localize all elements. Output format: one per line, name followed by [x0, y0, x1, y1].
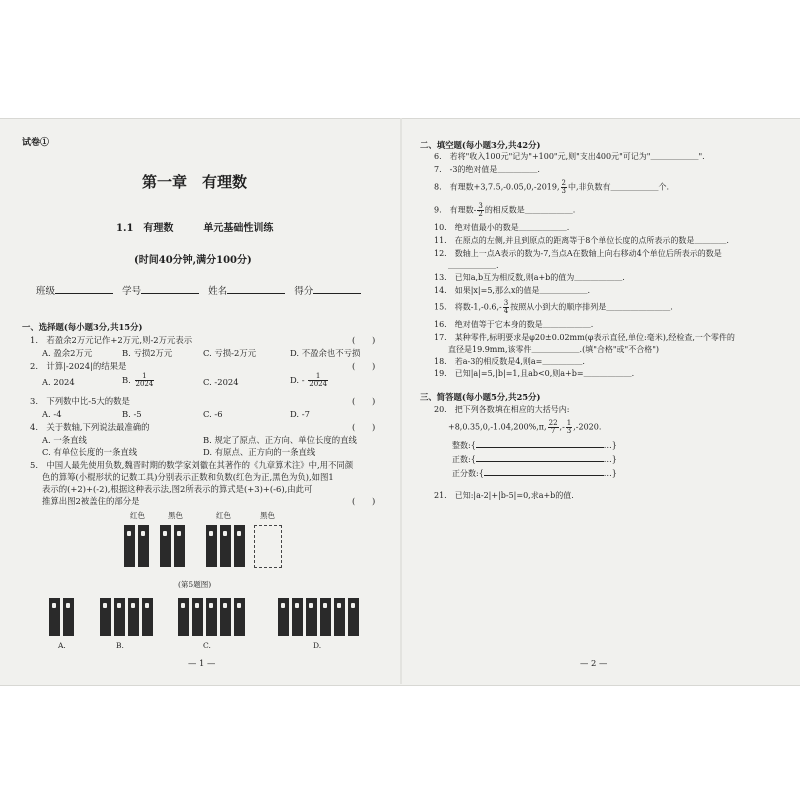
option-d-rod: [320, 598, 331, 636]
q10: 10. 绝对值最小的数是＿＿＿＿＿＿.: [434, 223, 570, 232]
page-number-2: — 2 —: [580, 658, 608, 668]
q8-suffix: 中,非负数有＿＿＿＿＿＿个.: [568, 182, 670, 192]
q4-stem: 4. 关于数轴,下列说法最准确的: [30, 422, 150, 432]
q20-f2-denominator: 3: [566, 427, 572, 435]
q2-d-denominator: 2024: [309, 380, 328, 388]
chapter-title: 第一章 有理数: [142, 173, 248, 191]
q15-fraction: [503, 300, 509, 315]
section2-heading: 二、填空题(每小题3分,共42分): [420, 140, 541, 150]
q8: [434, 180, 669, 195]
option-d-rod: [278, 598, 289, 636]
fig2-rod: [234, 525, 245, 567]
set-integers: [452, 441, 617, 451]
q7: 7. -3的绝对值是＿＿＿＿＿.: [434, 165, 540, 174]
q9-suffix: 的相反数是＿＿＿＿＿＿.: [484, 205, 576, 215]
option-c-rod: [192, 598, 203, 636]
q16: 16. 绝对值等于它本身的数是＿＿＿＿＿＿.: [434, 320, 594, 329]
q3-bracket: ( ): [352, 396, 376, 406]
section3-heading: 三、简答题(每小题5分,共25分): [420, 392, 541, 402]
q20-list-suffix: ,-2020.: [573, 422, 602, 432]
option-d-rod: [348, 598, 359, 636]
fig2-rod: [220, 525, 231, 567]
q2-b-fraction: [135, 373, 155, 388]
info-fields-row: [36, 287, 361, 297]
q2-b-denominator: 2024: [135, 380, 154, 388]
q2-d-numerator: 1: [308, 373, 328, 381]
fig2-rod: [206, 525, 217, 567]
q2-d-fraction: [308, 373, 328, 388]
q15: [434, 300, 673, 315]
q15-numerator: 3: [503, 299, 509, 307]
class-field[interactable]: [55, 293, 113, 294]
fig1-rod: [138, 525, 149, 567]
option-b-rod: [128, 598, 139, 636]
fig1-rod: [160, 525, 171, 567]
paper-label: 试卷①: [22, 138, 50, 148]
q3-option-d: D. -7: [290, 409, 310, 419]
section-title: 1.1 有理数 单元基础性训练: [116, 223, 274, 234]
q14: 14. 如果|x|=5,那么x的值是＿＿＿＿＿＿.: [434, 286, 591, 295]
q9-fraction: [477, 203, 483, 218]
q9-prefix: 9. 有理数-: [434, 205, 477, 215]
q5-line-4: 推算出图2被盖住的部分是: [42, 496, 140, 506]
set-positive-fractions-field[interactable]: [484, 475, 604, 476]
q17-line-2: 直径是19.9mm,该零件＿＿＿＿＿＿.(填"合格"或"不合格"): [448, 345, 660, 354]
option-a-rod: [49, 598, 60, 636]
set-positive-fractions: [452, 469, 617, 479]
q5-line-2: 色的算筹(小棍形状的记数工具)分别表示正数和负数(红色为正,黑色为负),如图1: [42, 472, 334, 482]
q3-option-a: A. -4: [42, 409, 62, 419]
class-label: 班级: [36, 286, 56, 297]
name-field[interactable]: [227, 293, 285, 294]
set-positives-label: 正数:{: [452, 455, 476, 464]
q2-bracket: ( ): [352, 361, 376, 371]
q20-f2-numerator: 1: [566, 419, 572, 427]
fig-option-a-label: A.: [58, 641, 66, 650]
option-c-rod: [234, 598, 245, 636]
q2-b-prefix: B.: [122, 375, 131, 385]
q2-option-b: [122, 373, 155, 388]
q13: 13. 已知a,b互为相反数,则a+b的值为＿＿＿＿＿＿.: [434, 273, 625, 282]
set-integers-end: …}: [603, 441, 617, 450]
q9: [434, 203, 575, 218]
q5-line-1: 5. 中国人最先使用负数,魏晋时期的数学家刘徽在其著作的《九章算术注》中,用不同颜: [30, 460, 354, 470]
fig1-rod: [174, 525, 185, 567]
q4-option-b: B. 规定了原点、正方向、单位长度的直线: [203, 435, 357, 445]
fig1-black-label: 黑色: [168, 511, 183, 520]
fig-caption: (第5题图): [178, 580, 212, 589]
option-d-rod: [306, 598, 317, 636]
q2-stem: 2. 计算|-2024|的结果是: [30, 361, 127, 371]
page-fold: [400, 118, 402, 684]
q1-option-a: A. 盈余2万元: [42, 348, 93, 358]
q11: 11. 在原点的左侧,并且到原点的距离等于8个单位长度的点所表示的数是＿＿＿＿.: [434, 236, 729, 245]
q8-prefix: 8. 有理数+3,7.5,-0.05,0,-2019,: [434, 182, 560, 192]
set-positives-field[interactable]: [476, 461, 604, 462]
section1-heading: 一、选择题(每小题3分,共15分): [22, 322, 143, 332]
q12: 12. 数轴上一点A表示的数为-7,当点A在数轴上向右移动4个单位后所表示的数是: [434, 249, 722, 258]
q9-numerator: 3: [478, 202, 483, 210]
q15-suffix: 按照从小到大的顺序排列是＿＿＿＿＿＿＿＿.: [510, 302, 673, 312]
q20-f1-numerator: 22: [548, 419, 558, 427]
q5-bracket: ( ): [352, 496, 376, 506]
fig2-red-label: 红色: [216, 511, 231, 520]
q15-prefix: 15. 将数-1,-0.6,-: [434, 302, 502, 312]
q12-blank: ＿＿＿＿＿＿.: [448, 261, 499, 270]
fig-option-b-label: B.: [116, 641, 124, 650]
q4-option-d: D. 有原点、正方向的一条直线: [203, 447, 316, 457]
option-a-rod: [63, 598, 74, 636]
student-id-field[interactable]: [141, 293, 199, 294]
q20-fraction-2: [566, 420, 572, 435]
option-d-rod: [292, 598, 303, 636]
q6: 6. 若将"收入100元"记为"+100"元,则"支出400元"可记为"＿＿＿＿＿＿".: [434, 152, 705, 161]
q1-stem: 1. 若盈余2万元记作+2万元,则-2万元表示: [30, 335, 193, 345]
option-c-rod: [178, 598, 189, 636]
set-positives: [452, 455, 617, 465]
student-id-label: 学号: [122, 286, 142, 297]
q3-option-c: C. -6: [203, 409, 223, 419]
fig2-covered-area: [254, 525, 282, 568]
q9-denominator: 2: [478, 210, 483, 218]
q19: 19. 已知|a|=5,|b|=1,且ab<0,则a+b=＿＿＿＿＿＿.: [434, 369, 635, 378]
q17: 17. 某种零件,标明要求是φ20±0.02mm(φ表示直径,单位:毫米),经检查,一个零件的: [434, 333, 735, 342]
option-b-rod: [114, 598, 125, 636]
fig1-rod: [124, 525, 135, 567]
option-c-rod: [220, 598, 231, 636]
q2-b-numerator: 1: [135, 373, 155, 381]
q20-f1-denominator: 7: [550, 427, 556, 435]
q3-stem: 3. 下列数中比-5大的数是: [30, 396, 130, 406]
fig-option-c-label: C.: [203, 641, 211, 650]
q15-denominator: 4: [503, 307, 509, 315]
fig-option-d-label: D.: [313, 641, 322, 650]
option-d-rod: [334, 598, 345, 636]
set-positives-end: …}: [603, 455, 617, 464]
q4-bracket: ( ): [352, 422, 376, 432]
page-number-1: — 1 —: [188, 658, 216, 668]
time-note: (时间40分钟,满分100分): [134, 255, 252, 266]
option-b-rod: [100, 598, 111, 636]
fig2-black-label: 黑色: [260, 511, 275, 520]
set-positive-fractions-end: …}: [603, 469, 617, 478]
q5-line-3: 表示的(+2)+(-2),根据这种表示法,图2所表示的算式是(+3)+(-6),由此可: [42, 484, 313, 494]
q20-separator: ,-: [559, 422, 565, 432]
q4-option-c: C. 有单位长度的一条直线: [42, 447, 138, 457]
q20: 20. 把下列各数填在相应的大括号内:: [434, 405, 570, 414]
q1-option-b: B. 亏损2万元: [122, 348, 173, 358]
q21: 21. 已知:|a-2|+|b-5|=0,求a+b的值.: [434, 491, 574, 500]
q20-list-prefix: +8,0.35,0,-1.04,200%,π,: [448, 422, 547, 432]
q8-numerator: 2: [561, 179, 566, 187]
q2-option-c: C. -2024: [203, 377, 239, 387]
q2-option-a: A. 2024: [42, 377, 75, 387]
q4-option-a: A. 一条直线: [42, 435, 87, 445]
q1-option-c: C. 亏损-2万元: [203, 348, 257, 358]
q2-d-prefix: D. -: [290, 375, 305, 385]
score-label: 得分: [294, 286, 314, 297]
q1-bracket: ( ): [352, 335, 376, 345]
option-c-rod: [206, 598, 217, 636]
fig1-red-label: 红色: [130, 511, 145, 520]
q2-option-d: [290, 373, 329, 388]
set-integers-field[interactable]: [476, 447, 604, 448]
score-field[interactable]: [313, 293, 361, 294]
q3-option-b: B. -5: [122, 409, 142, 419]
q20-number-list: [448, 420, 601, 435]
q18: 18. 若a-3的相反数是4,则a=＿＿＿＿＿.: [434, 357, 585, 366]
option-b-rod: [142, 598, 153, 636]
name-label: 姓名: [208, 286, 228, 297]
set-integers-label: 整数:{: [452, 441, 476, 450]
q8-fraction: [561, 180, 567, 195]
q8-denominator: 3: [561, 187, 566, 195]
q1-option-d: D. 不盈余也不亏损: [290, 348, 361, 358]
q20-fraction-1: [548, 420, 559, 435]
set-positive-fractions-label: 正分数:{: [452, 469, 484, 478]
